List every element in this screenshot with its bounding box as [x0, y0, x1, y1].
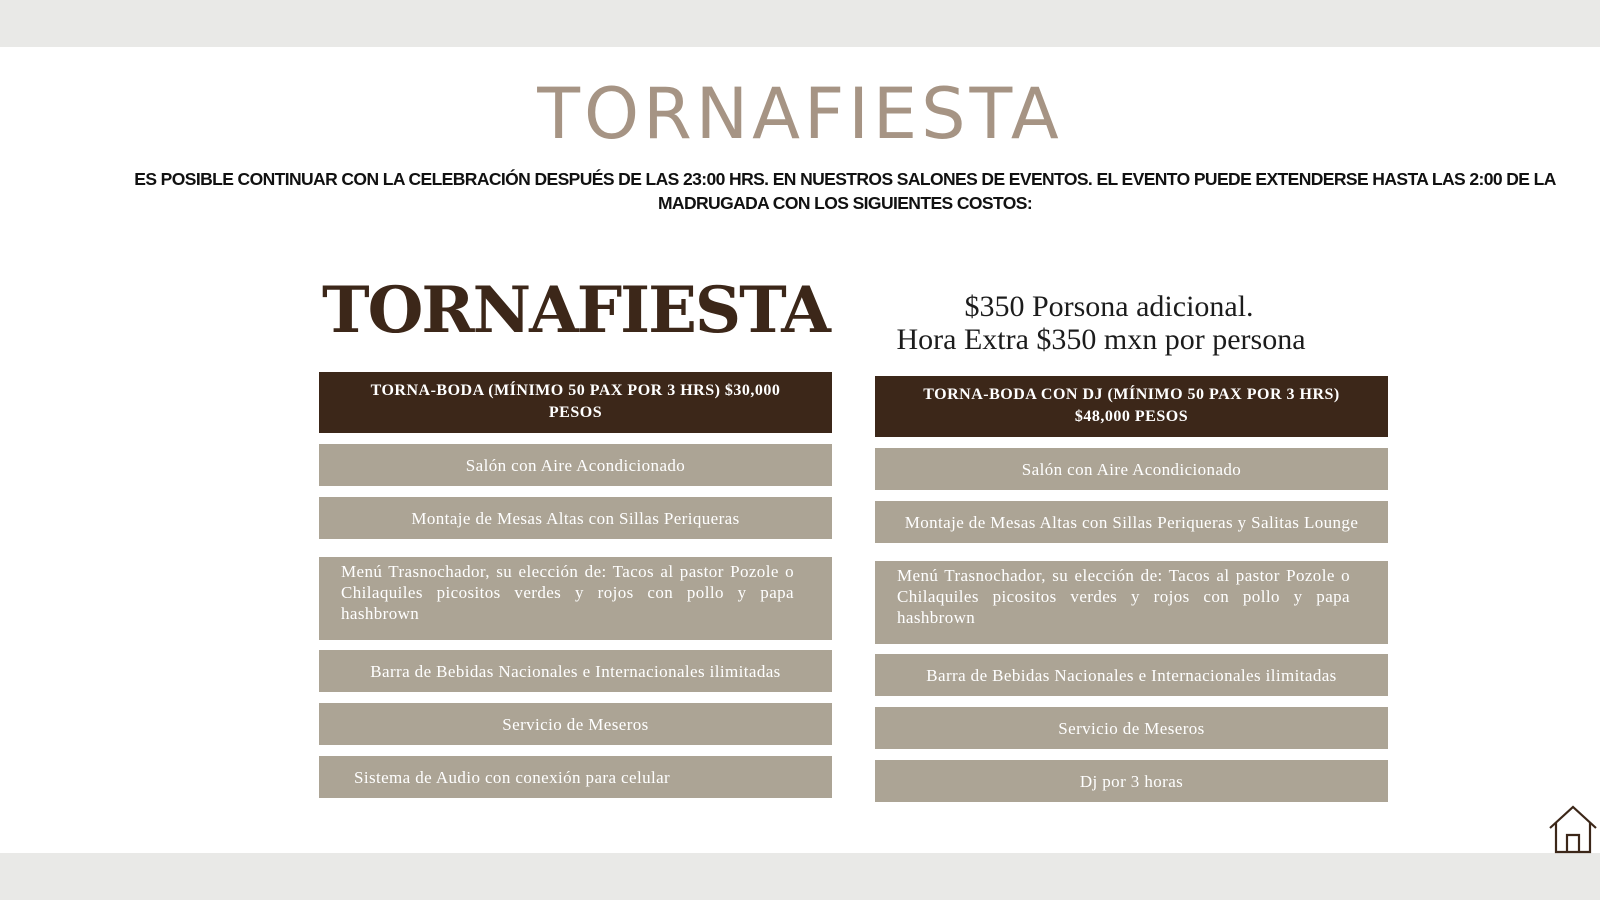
package-torna-boda-dj [875, 376, 1388, 802]
extra-hour-cost: Hora Extra $350 mxn por persona [896, 323, 1306, 356]
document-page [0, 47, 1600, 853]
package-item: Servicio de Meseros [875, 707, 1388, 749]
package-item: Montaje de Mesas Altas con Sillas Periqueras y Salitas Lounge [875, 501, 1388, 543]
package-item: Menú Trasnochador, su elección de: Tacos al pastor Pozole o Chilaquiles picositos verdes y rojos con pollo y papa hashbrown [875, 561, 1388, 644]
package-item: Barra de Bebidas Nacionales e Internacionales ilimitadas [875, 654, 1388, 696]
extra-cost-note [860, 290, 1342, 356]
package-item: Sistema de Audio con conexión para celular [319, 756, 832, 798]
intro-text: ES POSIBLE CONTINUAR CON LA CELEBRACIÓN DESPUÉS DE LAS 23:00 HRS. EN NUESTROS SALONES DE EVENTOS. EL EVENTO PUEDE EXTENDERSE HASTA LAS 2:00 DE LA MADRUGADA CON LOS SIGUIENTES COSTOS: [134, 169, 1556, 213]
brand-title: TORNAFIESTA [537, 73, 1063, 155]
package-item: Salón con Aire Acondicionado [875, 448, 1388, 490]
home-icon[interactable] [1547, 804, 1599, 854]
extra-person-cost: $350 Porsona adicional. [964, 290, 1254, 323]
package-item: Montaje de Mesas Altas con Sillas Periqueras [319, 497, 832, 539]
package-item: Servicio de Meseros [319, 703, 832, 745]
package-torna-boda [319, 372, 832, 798]
package-header: TORNA-BODA CON DJ (MÍNIMO 50 PAX POR 3 HRS) $48,000 PESOS [875, 376, 1388, 437]
package-item: Dj por 3 horas [875, 760, 1388, 802]
package-item: Barra de Bebidas Nacionales e Internacionales ilimitadas [319, 650, 832, 692]
package-item: Salón con Aire Acondicionado [319, 444, 832, 486]
package-item: Menú Trasnochador, su elección de: Tacos al pastor Pozole o Chilaquiles picositos verdes y rojos con pollo y papa hashbrown [319, 557, 832, 640]
section-title: TORNAFIESTA [322, 273, 829, 348]
package-header: TORNA-BODA (MÍNIMO 50 PAX POR 3 HRS) $30,000 PESOS [319, 372, 832, 433]
